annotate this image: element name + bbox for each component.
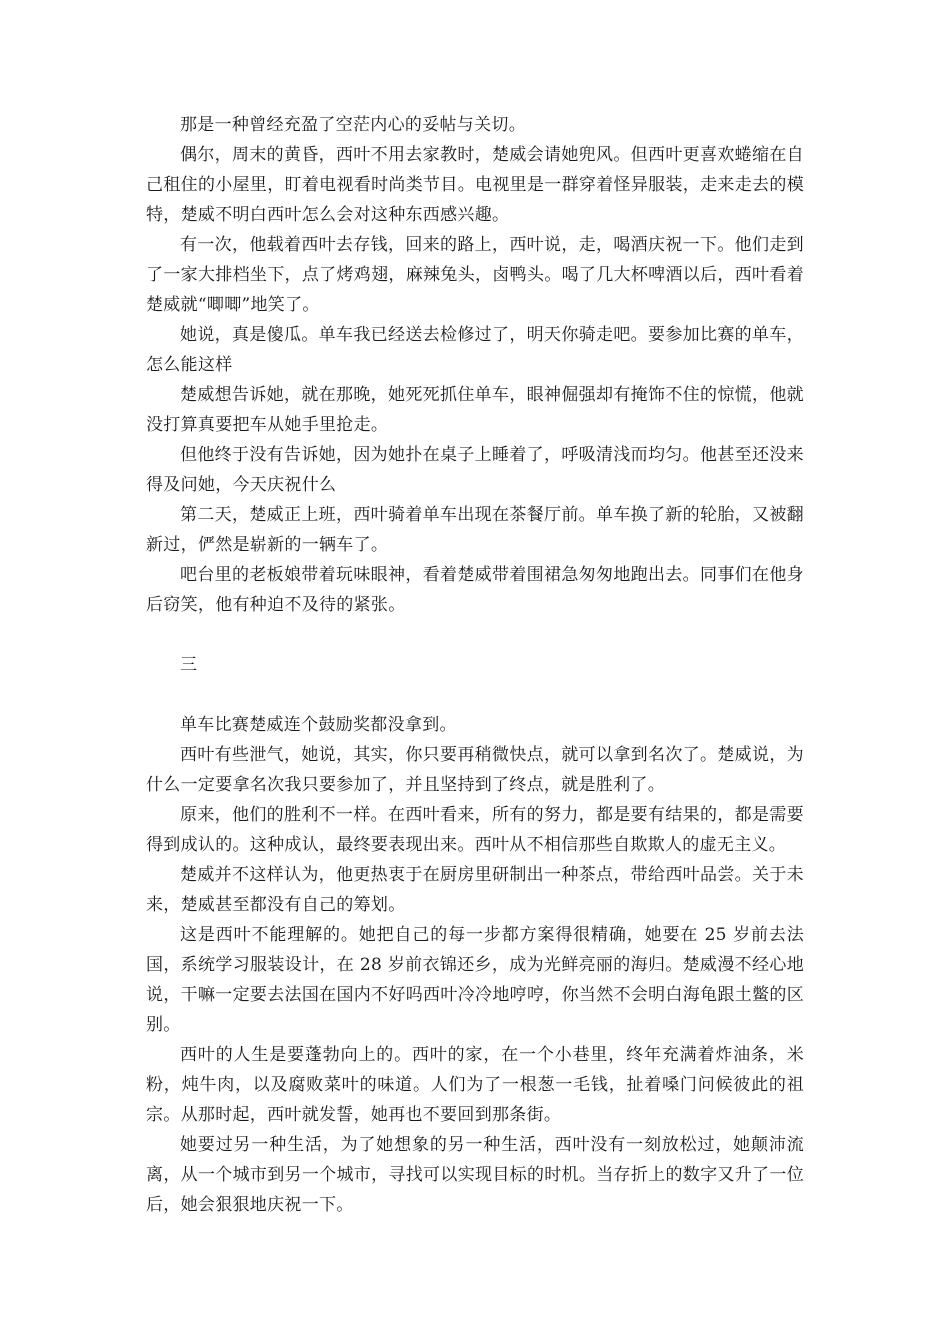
paragraph: 偶尔，周末的黄昏，西叶不用去家教时，楚威会请她兜风。但西叶更喜欢蜷缩在自己租住的小屋里，盯着电视看时尚类节目。电视里是一群穿着怪异服装，走来走去的模特，楚威不明白西叶怎么会对这种东西感兴趣。 [146, 145, 804, 225]
paragraph: 楚威想告诉她，就在那晚，她死死抓住单车，眼神倔强却有掩饰不住的惊慌，他就没打算真要把车从她手里抢走。 [146, 385, 804, 435]
paragraph: 原来，他们的胜利不一样。在西叶看来，所有的努力，都是要有结果的，都是需要得到成认的。这种成认，最终要表现出来。西叶从不相信那些自欺欺人的虚无主义。 [146, 805, 804, 855]
paragraph: 有一次，他载着西叶去存钱，回来的路上，西叶说，走，喝酒庆祝一下。他们走到了一家大排档坐下，点了烤鸡翅，麻辣兔头，卤鸭头。喝了几大杯啤酒以后，西叶看着楚威就“唧唧”地笑了。 [146, 235, 804, 315]
paragraph: 西叶有些泄气，她说，其实，你只要再稍微快点，就可以拿到名次了。楚威说，为什么一定要拿名次我只要参加了，并且坚持到了终点，就是胜利了。 [146, 745, 804, 795]
paragraph: 那是一种曾经充盈了空茫内心的妥帖与关切。 [180, 115, 526, 135]
section-heading: 三 [180, 655, 197, 675]
paragraph: 单车比赛楚威连个鼓励奖都没拿到。 [180, 715, 457, 735]
paragraph: 这是西叶不能理解的。她把自己的每一步都方案得很精确，她要在 25 岁前去法国，系统学习服装设计，在 28 岁前衣锦还乡，成为光鲜亮丽的海归。楚威漫不经心地说，干嘛一定要去法国在国内不好吗西叶冷冷地哼哼，你当然不会明白海龟跟土鳖的区别。 [146, 925, 804, 1035]
section-spacer [146, 680, 804, 710]
document-page [146, 110, 804, 1220]
paragraph: 她要过另一种生活，为了她想象的另一种生活，西叶没有一刻放松过，她颠沛流离，从一个城市到另一个城市，寻找可以实现目标的时机。当存折上的数字又升了一位后，她会狠狠地庆祝一下。 [146, 1135, 804, 1215]
paragraph: 她说，真是傻瓜。单车我已经送去检修过了，明天你骑走吧。要参加比赛的单车，怎么能这样 [146, 325, 804, 375]
paragraph: 第二天，楚威正上班，西叶骑着单车出现在茶餐厅前。单车换了新的轮胎，又被翻新过，俨然是崭新的一辆车了。 [146, 505, 804, 555]
section-spacer [146, 620, 804, 650]
paragraph: 西叶的人生是要蓬勃向上的。西叶的家，在一个小巷里，终年充满着炸油条，米粉，炖牛肉，以及腐败菜叶的味道。人们为了一根葱一毛钱，扯着嗓门问候彼此的祖宗。从那时起，西叶就发誓，她再也不要回到那条街。 [146, 1045, 804, 1125]
paragraph: 楚威并不这样认为，他更热衷于在厨房里研制出一种茶点，带给西叶品尝。关于未来，楚威甚至都没有自己的筹划。 [146, 865, 804, 915]
paragraph: 但他终于没有告诉她，因为她扑在桌子上睡着了，呼吸清浅而均匀。他甚至还没来得及问她，今天庆祝什么 [146, 445, 804, 495]
paragraph: 吧台里的老板娘带着玩味眼神，看着楚威带着围裙急匆匆地跑出去。同事们在他身后窃笑，他有种迫不及待的紧张。 [146, 565, 804, 615]
